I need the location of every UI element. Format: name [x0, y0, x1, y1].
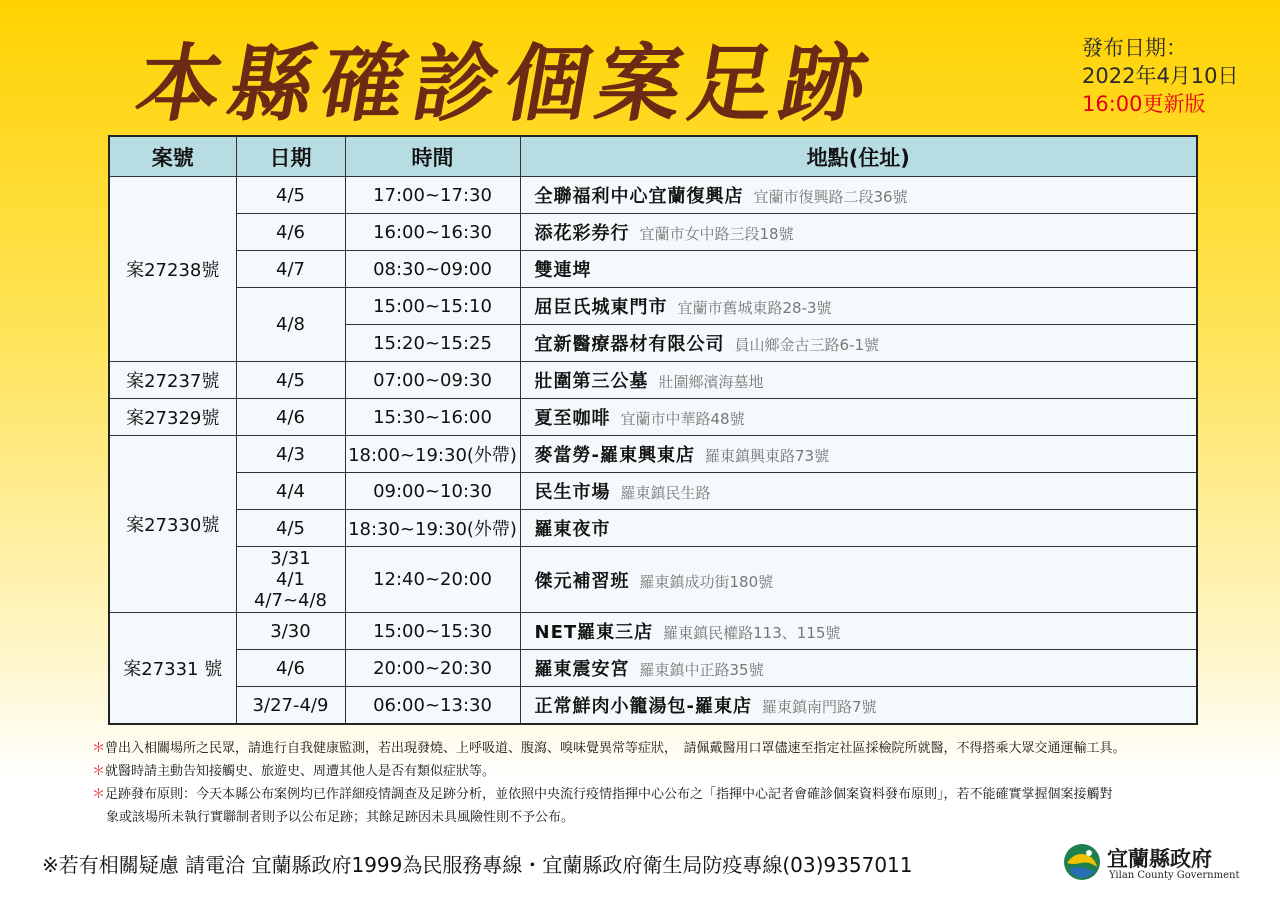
note-text: 足跡發布原則：今天本縣公布案例均已作詳細疫情調查及足跡分析，並依照中央流行疫情指揮中心公布之「指揮中心記者會確診個案資料發布原則」，若不能確實掌握個案接觸對: [105, 787, 1113, 802]
location-cell: [520, 177, 1197, 214]
date-cell: 3/30: [236, 613, 345, 650]
date-cell: 3/27-4/9: [236, 687, 345, 725]
page-title: 本縣確診個案足跡: [129, 35, 883, 133]
place-name: NET羅東三店: [534, 622, 654, 643]
place-name: 正常鮮肉小籠湯包-羅東店: [534, 696, 752, 717]
table-row: [109, 251, 1197, 288]
place-name: 屈臣氏城東門市: [534, 297, 668, 318]
logo-name: 宜蘭縣政府: [1107, 846, 1212, 871]
case-number: 案27331 號: [109, 613, 236, 725]
yilan-county-emblem-icon: [1063, 843, 1101, 881]
location-cell: [520, 473, 1197, 510]
date-line: 4/7~4/8: [253, 590, 328, 611]
time-cell: 15:00~15:10: [345, 288, 520, 325]
location-cell: [520, 362, 1197, 399]
location-cell: [520, 547, 1197, 613]
header-date: 日期: [236, 136, 345, 177]
table-row: [109, 687, 1197, 725]
table-row: [109, 214, 1197, 251]
date-line: 3/31: [270, 548, 311, 569]
place-address: 宜蘭市中華路48號: [620, 410, 745, 428]
place-address: 羅東鎮民權路113、115號: [663, 624, 841, 642]
footprint-table: [108, 135, 1198, 725]
note-mark: ＊: [92, 764, 106, 779]
time-cell: 17:00~17:30: [345, 177, 520, 214]
date-cell: 4/7: [236, 251, 345, 288]
location-cell: [520, 436, 1197, 473]
note-text: 就醫時請主動告知接觸史、旅遊史、周遭其他人是否有類似症狀等。: [105, 764, 496, 779]
header-location: 地點(住址): [520, 136, 1197, 177]
table-header-row: [109, 136, 1197, 177]
note-item: [92, 760, 1232, 783]
place-address: 羅東鎮中正路35號: [639, 661, 764, 679]
yilan-county-government-logo: [1063, 843, 1243, 885]
place-address: 羅東鎮興東路73號: [704, 447, 830, 465]
table-row: [109, 613, 1197, 650]
date-cell: 4/8: [236, 288, 345, 362]
place-name: 全聯福利中心宜蘭復興店: [534, 186, 744, 207]
place-name: 壯圍第三公墓: [534, 371, 649, 392]
date-cell: 4/6: [236, 650, 345, 687]
case-number: 案27238號: [109, 177, 236, 362]
release-label: 發布日期：: [1082, 36, 1187, 60]
case-number: 案27329號: [109, 399, 236, 436]
place-address: 宜蘭市舊城東路28-3號: [677, 299, 832, 317]
location-cell: [520, 325, 1197, 362]
place-name: 夏至咖啡: [534, 408, 611, 429]
header-time: 時間: [345, 136, 520, 177]
date-cell: 4/6: [236, 214, 345, 251]
time-cell: 07:00~09:30: [345, 362, 520, 399]
place-name: 宜新醫療器材有限公司: [534, 334, 725, 355]
place-name: 羅東夜市: [534, 519, 611, 540]
date-cell: 4/4: [236, 473, 345, 510]
contact-info: ※若有相關疑慮 請電洽 宜蘭縣政府1999為民服務專線・宜蘭縣政府衛生局防疫專線(03)9357011: [42, 853, 913, 877]
date-cell: [236, 547, 345, 613]
date-cell: 4/5: [236, 510, 345, 547]
table-row: [109, 473, 1197, 510]
notes: [92, 737, 1232, 829]
place-name: 麥當勞-羅東興東店: [534, 445, 695, 466]
place-name: 雙連埤: [534, 260, 592, 281]
table-row: [109, 436, 1197, 473]
place-address: 羅東鎮成功街180號: [639, 572, 774, 591]
table-row: [109, 547, 1197, 613]
header-case: 案號: [109, 136, 236, 177]
location-cell: [520, 399, 1197, 436]
time-cell: 18:00~19:30(外帶): [345, 436, 520, 473]
location-cell: [520, 510, 1197, 547]
date-line: 4/1: [276, 569, 305, 590]
release-date: 2022年4月10日: [1082, 64, 1239, 88]
place-name: 添花彩券行: [534, 223, 630, 244]
table-row: [109, 288, 1197, 325]
place-address: 宜蘭市復興路二段36號: [753, 188, 908, 206]
place-name: 民生市場: [534, 482, 611, 503]
note-mark: ＊: [92, 741, 106, 756]
location-cell: [520, 650, 1197, 687]
place-address: 羅東鎮民生路: [620, 484, 711, 502]
date-cell: 4/3: [236, 436, 345, 473]
time-cell: 15:30~16:00: [345, 399, 520, 436]
release-info: [1082, 34, 1239, 118]
location-cell: [520, 214, 1197, 251]
location-cell: [520, 613, 1197, 650]
place-name: 傑元補習班: [534, 570, 630, 592]
location-cell: [520, 687, 1197, 725]
note-item: [92, 737, 1232, 760]
place-address: 羅東鎮南門路7號: [761, 698, 877, 716]
table-row: [109, 510, 1197, 547]
time-cell: 16:00~16:30: [345, 214, 520, 251]
time-cell: 06:00~13:30: [345, 687, 520, 725]
case-number: 案27237號: [109, 362, 236, 399]
date-cell: 4/5: [236, 362, 345, 399]
place-address: 員山鄉金古三路6-1號: [734, 336, 880, 354]
time-cell: 12:40~20:00: [345, 547, 520, 613]
location-cell: [520, 251, 1197, 288]
time-cell: 20:00~20:30: [345, 650, 520, 687]
time-cell: 15:00~15:30: [345, 613, 520, 650]
time-cell: 08:30~09:00: [345, 251, 520, 288]
note-mark: ＊: [92, 787, 106, 802]
time-cell: 09:00~10:30: [345, 473, 520, 510]
place-address: 宜蘭市女中路三段18號: [639, 225, 794, 243]
table-row: [109, 399, 1197, 436]
note-item: [92, 783, 1232, 806]
place-address: 壯圍鄉濱海墓地: [658, 373, 764, 391]
note-continuation: 象或該場所未執行實聯制者則予以公布足跡；其餘足跡因未具風險性則不予公布。: [106, 810, 575, 825]
release-version: 16:00更新版: [1082, 92, 1206, 116]
location-cell: [520, 288, 1197, 325]
table-row: [109, 362, 1197, 399]
note-text: 曾出入相關場所之民眾，請進行自我健康監測，若出現發燒、上呼吸道、腹瀉、嗅味覺異常等症狀， 請佩戴醫用口罩儘速至指定社區採檢院所就醫，不得搭乘大眾交通運輸工具。: [105, 741, 1126, 756]
logo-english: Yilan County Government: [1109, 870, 1240, 881]
date-cell: 4/5: [236, 177, 345, 214]
time-cell: 18:30~19:30(外帶): [345, 510, 520, 547]
case-number: 案27330號: [109, 436, 236, 613]
table-row: [109, 177, 1197, 214]
table-row: [109, 650, 1197, 687]
date-cell: 4/6: [236, 399, 345, 436]
time-cell: 15:20~15:25: [345, 325, 520, 362]
place-name: 羅東震安宮: [534, 659, 630, 680]
